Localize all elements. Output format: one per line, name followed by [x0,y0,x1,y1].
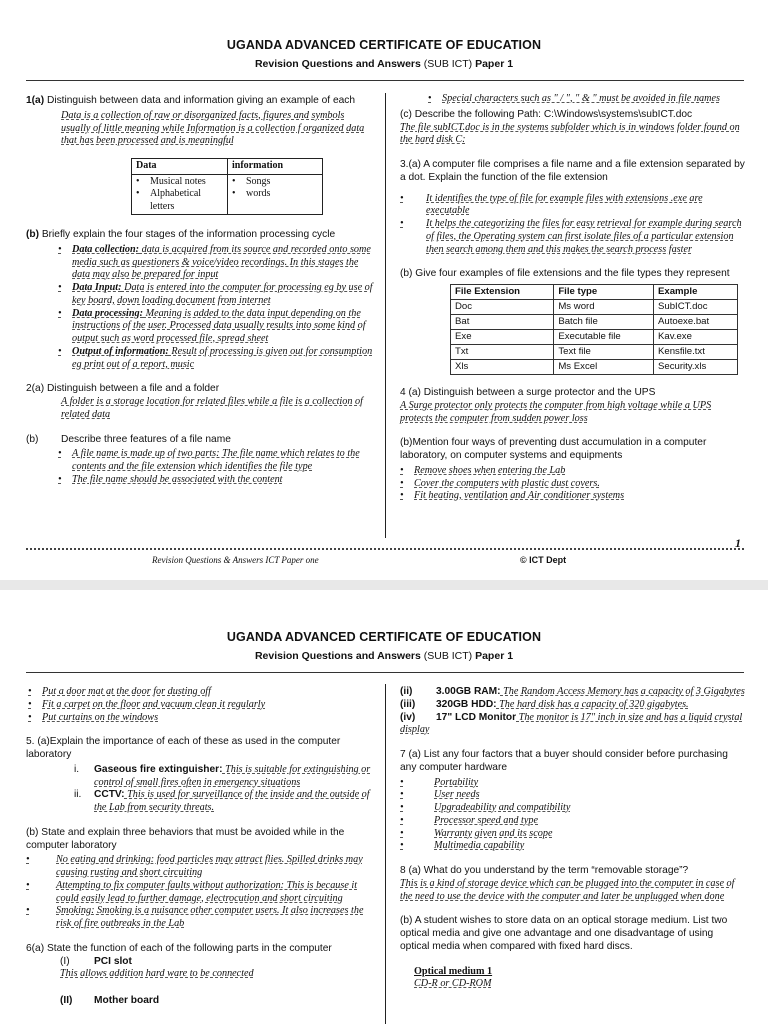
extensions-table: File Extension File type Example Doc Ms word SubICT.doc Bat Batch file Autoexe.bat Exe Executable file Kav.exe Txt Text file Kensfile.txt Xls Ms Excel Security.xls [450,284,738,375]
answer-4a: A Surge protector only protects the computer from high voltage while a UPS protects the computer from sudden power loss [400,399,712,424]
list-item: • Put curtains on the windows [28,711,159,723]
question-3a: 3.(a) A computer file comprises a file name and a file extension separated by a dot. Explain the function of the file extension • It identifies the type of file for example files with extensions .exe are executable • It helps the categorizing the files for easy retrieval for example during search of files, the Operating system can first isolate files of a particular extension then search among them and this makes the search process faster [400,159,745,255]
list-item: (iii) 320GB HDD: The hard disk has a capacity of 320 gigabytes. [400,698,689,710]
list-item: • Processor speed and type [400,814,539,826]
left-column [26,95,376,489]
specs-list [400,686,745,737]
header-rule [26,80,744,81]
question-6a: 6(a) State the function of each of the following parts in the computer (I) PCI slot This allows addition hard ware to be connected (II) Mother board [26,942,332,1006]
question-5b: (b) State and explain three behaviors that must be avoided while in the computer laboratory • No eating and drinking: food particles may attract flies. Spilled drinks may causing rusting and short circuiting • Attempting to fix computer faults without authorization: This is because it could easily lead to further damage, electrocution and short circuiting • Smoking: Smoking is a nuisance other computer users. It also increases the risk of fire outbreaks in the Lab [26,827,376,931]
page-number: 1 [735,536,741,550]
page-header: UGANDA ADVANCED CERTIFICATE OF EDUCATION Revision Questions and Answers (SUB ICT) Paper 1 [226,630,542,662]
question-1c: (c) Describe the following Path: C:\Windows\systems\subICT.doc The file subICT.doc is in the systems subfolder which is in windows folder found on the hard disk C: [400,109,745,147]
page-2 [0,592,768,1024]
list-item: • A file name is made up of two parts: The file name which relates to the contents and the file extension which identifies the file type [58,448,360,472]
list-item: • Attempting to fix computer faults without authorization: This is because it could easily lead to further damage, electrocution and short circuiting [26,879,358,904]
question-2a: 2(a) Distinguish between a file and a folder A folder is a storage location for related files while a file is a collection of related data [26,383,376,421]
question-5a: 5. (a)Explain the importance of each of these as used in the computer laboratory i. Gaseous fire extinguisher: This is suitable for extinguishing or control of small fires often in emergency situations ii. CCTV: This is used for surveillance of the inside and the outside of the Lab from security threats. [26,736,376,815]
right-column [400,686,745,993]
list-item: (iv) 17" LCD Monitor The monitor is 17" inch in size and has a liquid crystal display [400,711,743,736]
list-item: • Put a door mat at the door for dusting off [28,686,211,697]
list-item: • Multimedia capability [400,840,525,852]
left-column [26,686,376,1010]
list-item: • Output of information: Result of processing is given out for consumption eg print out of a report, music [58,345,373,370]
footer-rule [26,548,744,550]
question-4b: (b)Mention four ways of preventing dust accumulation in a computer laboratory, on computer systems and equipments • Remove shoes when entering the Lab • Cover the computers with plastic dust covers. • Fit heating, ventilation and Air conditioner systems [400,437,745,503]
table-row: Doc Ms word SubICT.doc [451,300,738,315]
list-item: • Cover the computers with plastic dust covers. [400,477,600,489]
list-item: • It identifies the type of file for example files with extensions .exe are executable [400,192,703,217]
footer-right: © ICT Dept [520,555,567,565]
list-item: • Remove shoes when entering the Lab [400,464,566,476]
list-item: • Fit a carpet on the floor and vacuum clean it regularly [28,698,266,710]
answer-2a: A folder is a storage location for related files while a file is a collection of related data [61,396,363,420]
question-3b: (b) Give four examples of file extensions and the file types they represent [400,268,730,280]
table-row: Bat Batch file Autoexe.bat [451,315,738,330]
data-info-table: Data information • Musical notes • Alphabetical letters • Songs • words [131,158,323,215]
question-1b: (b) Briefly explain the four stages of the information processing cycle [26,229,336,240]
list-item: ii. CCTV: This is used for surveillance of the inside and the outside of the Lab from security threats. [74,789,370,813]
list-item: • Data Input: Data is entered into the computer for processing eg by use of key board, down loading document from internet [58,282,373,306]
list-item: (ii) 3.00GB RAM: The Random Access Memory has a capacity of 3 Gigabytes [400,686,745,697]
footer-left: Revision Questions & Answers ICT Paper one [152,555,319,565]
list-item: • Data collection: data is acquired from its source and recorded onto some media such as questioners & voice/video recordings. In this stages the data may also be prepared for input [58,243,371,281]
answer-1a: Data is a collection of raw or disorganized facts, figures and symbols usually of little meaning while Information is a collection f organized data that has been processed and is meaningful [61,109,365,147]
header-subtitle: Revision Questions and Answers (SUB ICT) Paper 1 [254,57,514,70]
table-row: Txt Text file Kensfile.txt [451,345,738,360]
list-item: • It helps the categorizing the files for easy retrieval for example during search of files, the Operating system can first isolate files of a particular extension then search among them and this makes the search process faster [400,218,742,255]
table-row: Xls Ms Excel Security.xls [451,360,738,375]
list-item: • Upgradeability and compatibility [400,802,571,813]
list-item: i. Gaseous fire extinguisher: This is suitable for extinguishing or control of small fires often in emergency situations [74,763,371,788]
list-item: • Fit heating, ventilation and Air conditioner systems [400,490,625,502]
question-1a: 1(a) Distinguish between data and information giving an example of each Data is a collection of raw or disorganized facts, figures and symbols usually of little meaning while Information is a collection f organized data that has been processed and is meaningful [26,95,376,148]
table-row: Exe Executable file Kav.exe [451,330,738,345]
question-8a: 8 (a) What do you understand by the term “removable storage”? This is a kind of storage device which can be plugged into the computer in case of the need to use the device with the computer and later be unplugged when done [400,865,735,902]
stages-list [26,244,376,372]
list-item: • No eating and drinking: food particles may attract flies. Spilled drinks may causing rusting and short circuiting [26,854,363,878]
question-7a: 7 (a) List any four factors that a buyer should consider before purchasing any computer hardware • Portability • User needs • Upgradeability and compatibility • Processor speed and type • Warranty given and its scope • Multimedia capability [400,749,745,853]
question-8b: (b) A student wishes to store data on an optical storage medium. List two optical media and give one advantage and one disadvantage of using optical media when compared with fixed hard discs. Optical medium 1 CD-R or CD-ROM [400,915,728,990]
list-item: • Data processing: Meaning is added to the data input depending on the instructions of the user. Processed data usually results into some kind of output such as word processed file, spread sheet [58,307,366,344]
list-item: • The file name should be associated with the content [58,473,283,485]
question-4a: 4 (a) Distinguish between a surge protector and the UPS A Surge protector only protects the computer from high voltage while a UPS protects the computer from sudden power loss [400,387,745,425]
right-column [400,93,745,505]
list-item: • Special characters such as " / ", " & " must be avoided in file names [428,93,720,104]
column-divider [385,93,386,538]
list-item: • Portability [400,776,479,788]
column-divider [385,684,386,1024]
page-header [0,38,768,71]
header-title: UGANDA ADVANCED CERTIFICATE OF EDUCATION [226,38,542,52]
list-item: • Smoking: Smoking is a nuisance other computer users. It also increases the risk of fire outbreaks in the Lab [26,905,364,929]
page-gap [0,580,768,590]
header-rule [26,672,744,673]
question-2b: (b) Describe three features of a file name • A file name is made up of two parts: The file name which relates to the contents and the file extension which identifies the file type • The file name should be associated with the content [26,434,376,487]
answer-1c: The file subICT.doc is in the systems subfolder which is in windows folder found on the hard disk C: [400,121,740,146]
list-item: • User needs [400,789,480,801]
list-item: • Warranty given and its scope [400,827,553,839]
